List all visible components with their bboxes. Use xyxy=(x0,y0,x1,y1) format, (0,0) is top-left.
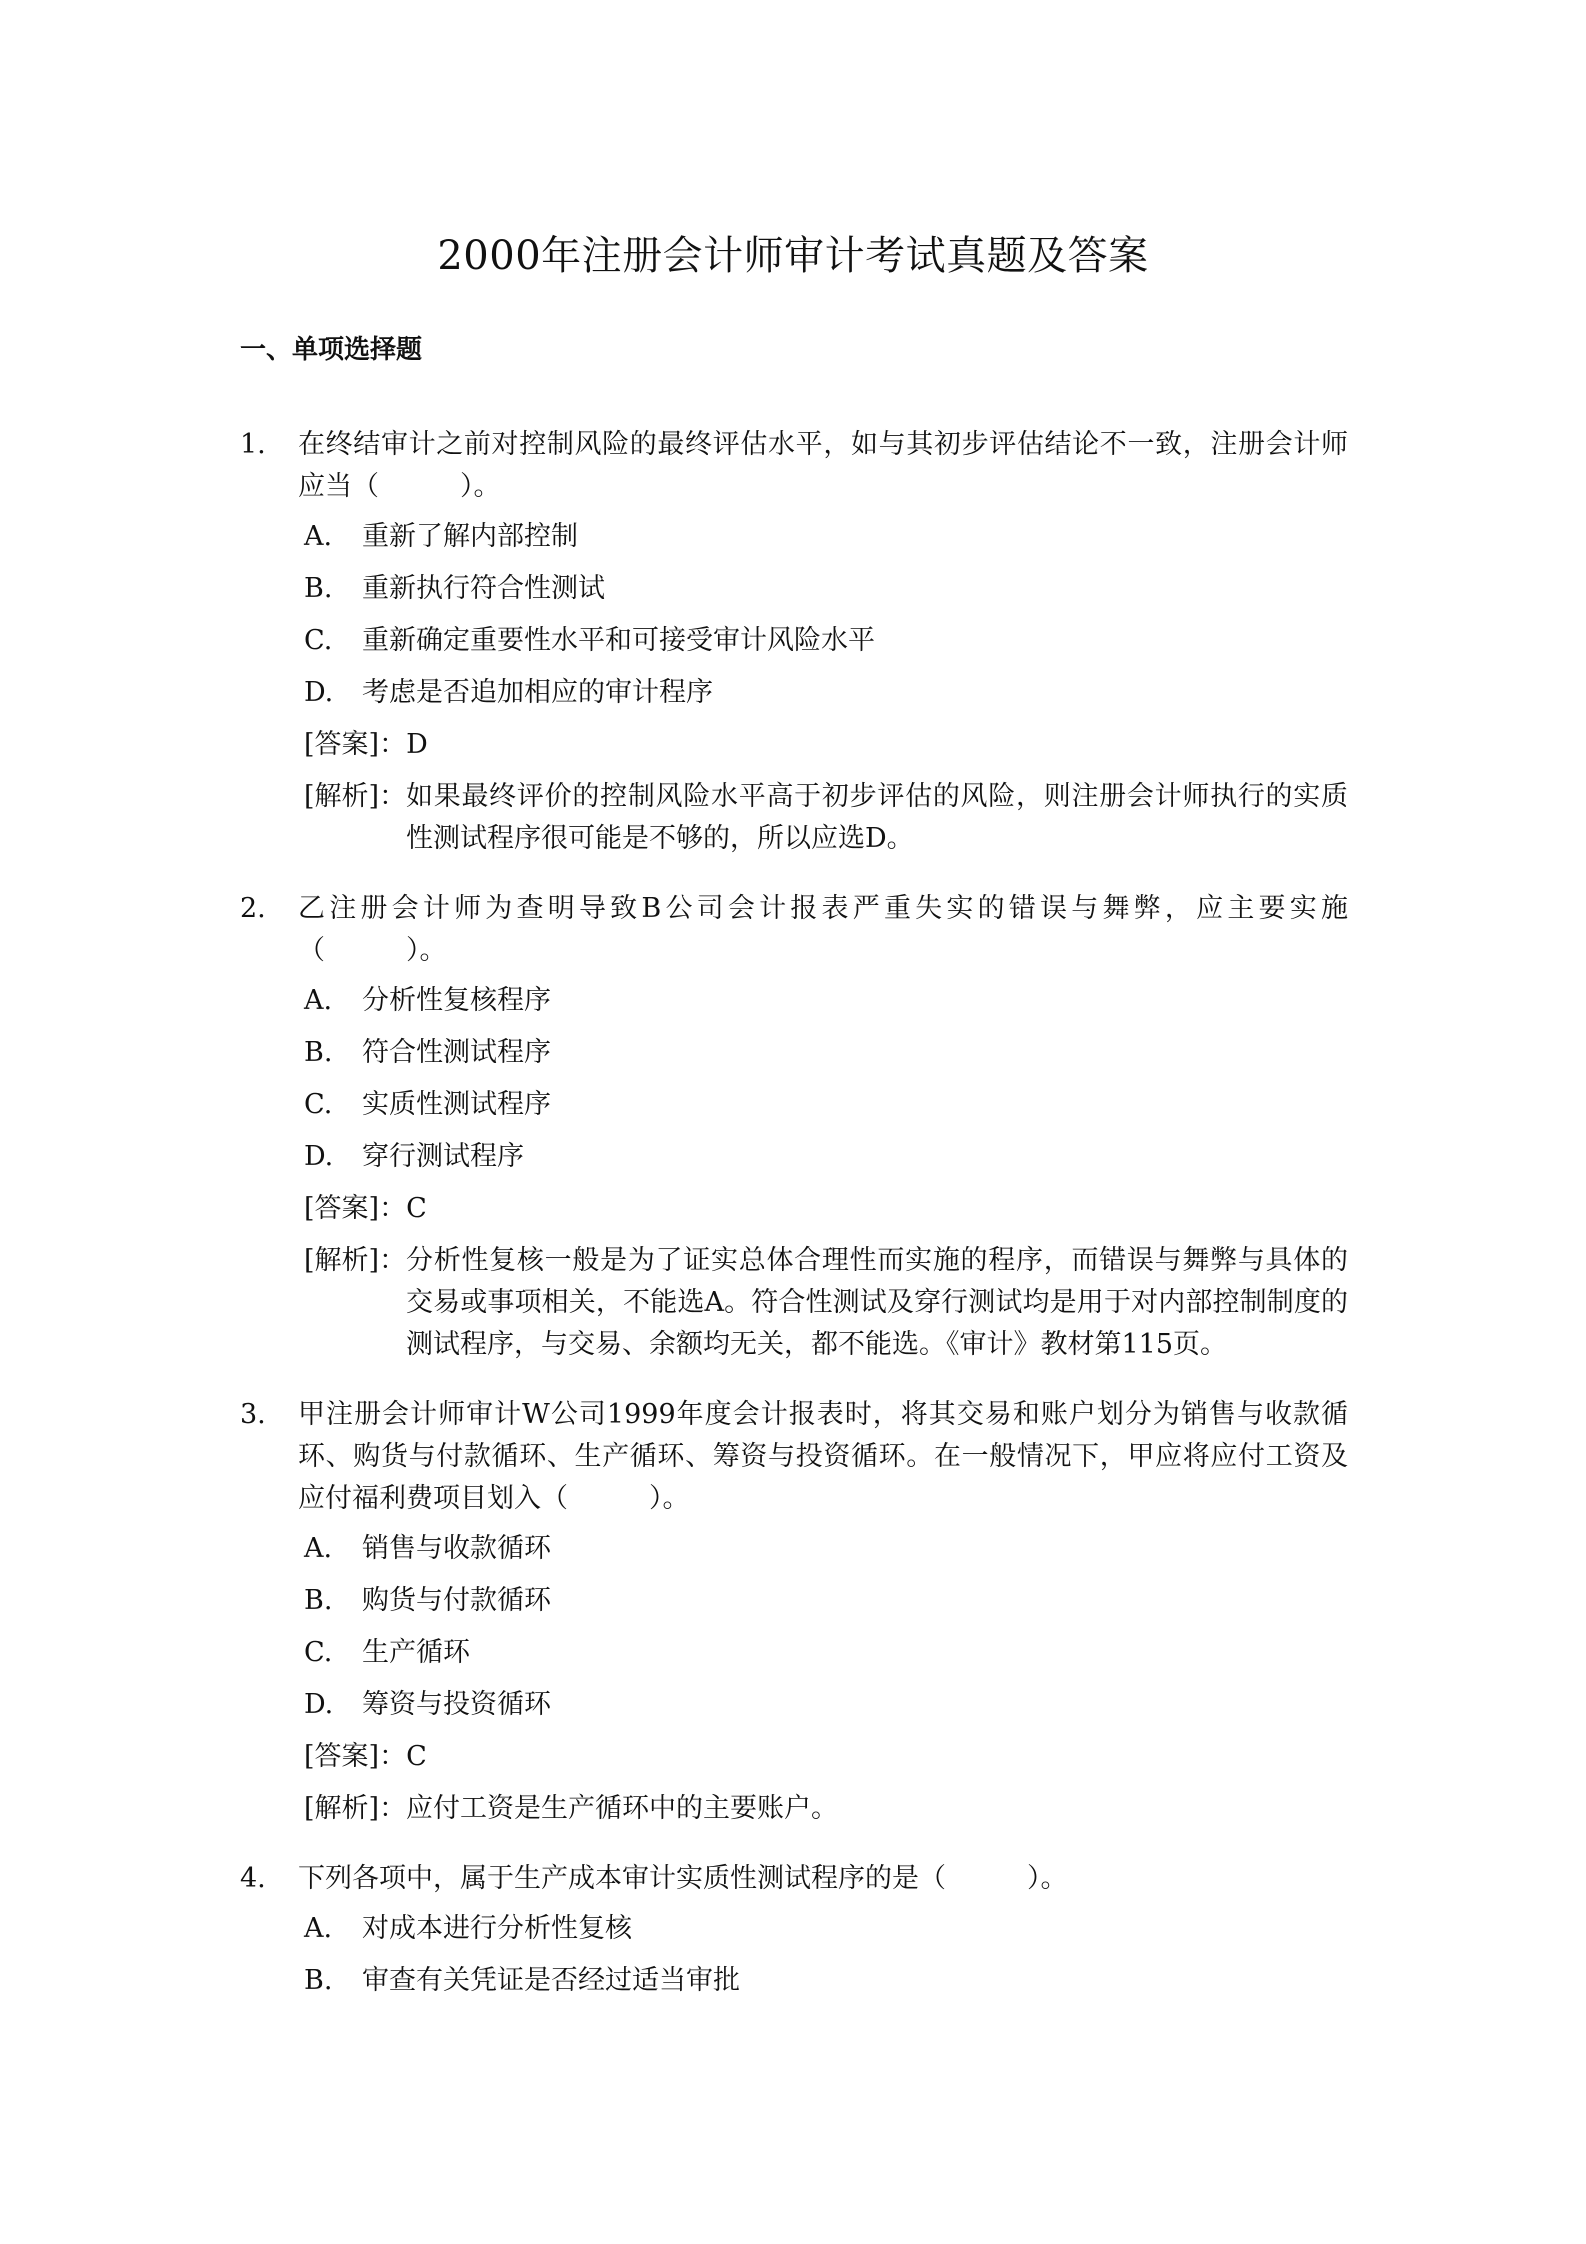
question-4 xyxy=(240,1858,1348,2002)
question-text: 乙注册会计师为查明导致B公司会计报表严重失实的错误与舞弊，应主要实施（ ）。 xyxy=(298,893,1348,966)
option-b xyxy=(304,568,1348,610)
option-text: 重新执行符合性测试 xyxy=(362,573,605,604)
option-letter: D. xyxy=(304,1141,334,1172)
option-b xyxy=(304,1960,1348,2002)
answer-line xyxy=(240,1188,1348,1230)
answer-label: [答案]： xyxy=(304,1193,407,1224)
question-stem xyxy=(240,1394,1348,1520)
question-text: 在终结审计之前对控制风险的最终评估水平，如与其初步评估结论不一致，注册会计师应当（ ）。 xyxy=(298,429,1348,502)
explanation-text: 如果最终评价的控制风险水平高于初步评估的风险，则注册会计师执行的实质性测试程序很可能是不够的，所以应选D。 xyxy=(406,781,1348,854)
option-c xyxy=(304,1084,1348,1126)
document-title: 2000年注册会计师审计考试真题及答案 xyxy=(437,233,1149,279)
option-letter: C. xyxy=(304,625,333,656)
option-text: 生产循环 xyxy=(362,1637,470,1668)
explanation xyxy=(240,1788,1348,1830)
option-letter: D. xyxy=(304,677,334,708)
question-text: 甲注册会计师审计W公司1999年度会计报表时，将其交易和账户划分为销售与收款循环、购货与付款循环、生产循环、筹资与投资循环。在一般情况下，甲应将应付工资及应付福利费项目划入（ ）。 xyxy=(298,1399,1348,1514)
option-text: 对成本进行分析性复核 xyxy=(362,1913,632,1944)
answer-line xyxy=(240,724,1348,766)
answer-label: [答案]： xyxy=(304,1741,407,1772)
section-heading: 一、单项选择题 xyxy=(240,335,423,365)
question-3 xyxy=(240,1394,1348,1830)
option-letter: B. xyxy=(304,1965,333,1996)
explanation xyxy=(240,1240,1348,1366)
answer-line xyxy=(240,1736,1348,1778)
option-letter: B. xyxy=(304,1037,333,1068)
option-text: 购货与付款循环 xyxy=(362,1585,551,1616)
explanation-label: [解析]： xyxy=(304,1793,407,1824)
option-d xyxy=(304,1684,1348,1726)
option-text: 穿行测试程序 xyxy=(362,1141,524,1172)
answer-value: D xyxy=(406,729,428,760)
option-text: 实质性测试程序 xyxy=(362,1089,551,1120)
option-text: 符合性测试程序 xyxy=(362,1037,551,1068)
explanation-text: 分析性复核一般是为了证实总体合理性而实施的程序，而错误与舞弊与具体的交易或事项相关，不能选A。符合性测试及穿行测试均是用于对内部控制制度的测试程序，与交易、余额均无关，都不能选。《审计》教材第115页。 xyxy=(406,1245,1348,1360)
answer-label: [答案]： xyxy=(304,729,407,760)
question-number: 4. xyxy=(240,1863,266,1894)
option-letter: C. xyxy=(304,1089,333,1120)
question-number: 1. xyxy=(240,429,266,460)
option-text: 重新确定重要性水平和可接受审计风险水平 xyxy=(362,625,875,656)
option-d xyxy=(304,672,1348,714)
option-letter: C. xyxy=(304,1637,333,1668)
answer-value: C xyxy=(406,1741,427,1772)
option-list xyxy=(240,516,1348,714)
question-stem xyxy=(240,424,1348,508)
option-a xyxy=(304,516,1348,558)
option-text: 考虑是否追加相应的审计程序 xyxy=(362,677,713,708)
option-list xyxy=(240,1528,1348,1726)
option-letter: A. xyxy=(304,985,333,1016)
option-text: 销售与收款循环 xyxy=(362,1533,551,1564)
option-a xyxy=(304,980,1348,1022)
question-2 xyxy=(240,888,1348,1366)
option-list xyxy=(240,980,1348,1178)
option-b xyxy=(304,1032,1348,1074)
explanation-text: 应付工资是生产循环中的主要账户。 xyxy=(406,1793,838,1824)
option-text: 审查有关凭证是否经过适当审批 xyxy=(362,1965,740,1996)
question-number: 2. xyxy=(240,893,266,924)
option-c xyxy=(304,620,1348,662)
explanation-label: [解析]： xyxy=(304,1245,407,1276)
question-stem xyxy=(240,888,1348,972)
question-list xyxy=(240,424,1348,2012)
question-number: 3. xyxy=(240,1399,266,1430)
option-c xyxy=(304,1632,1348,1674)
option-letter: A. xyxy=(304,1533,333,1564)
option-letter: D. xyxy=(304,1689,334,1720)
explanation-label: [解析]： xyxy=(304,781,407,812)
option-letter: A. xyxy=(304,521,333,552)
option-letter: B. xyxy=(304,1585,333,1616)
option-text: 分析性复核程序 xyxy=(362,985,551,1016)
explanation xyxy=(240,776,1348,860)
answer-value: C xyxy=(406,1193,427,1224)
question-1 xyxy=(240,424,1348,860)
option-letter: B. xyxy=(304,573,333,604)
option-a xyxy=(304,1528,1348,1570)
option-d xyxy=(304,1136,1348,1178)
question-stem xyxy=(240,1858,1348,1900)
option-letter: A. xyxy=(304,1913,333,1944)
question-text: 下列各项中，属于生产成本审计实质性测试程序的是（ ）。 xyxy=(298,1863,1068,1894)
option-text: 重新了解内部控制 xyxy=(362,521,578,552)
option-b xyxy=(304,1580,1348,1622)
option-text: 筹资与投资循环 xyxy=(362,1689,551,1720)
option-list xyxy=(240,1908,1348,2002)
option-a xyxy=(304,1908,1348,1950)
